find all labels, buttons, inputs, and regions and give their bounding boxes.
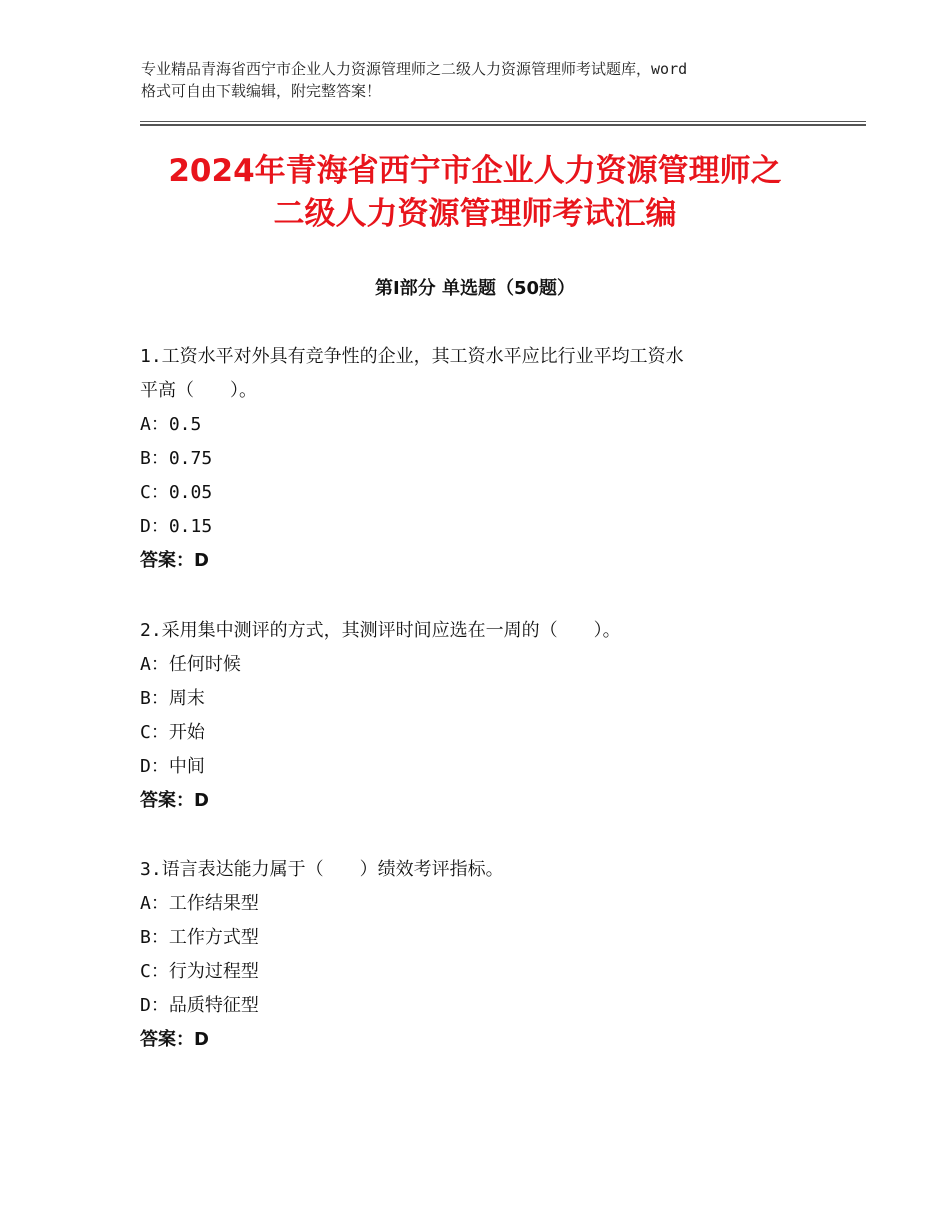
- option-c: C：开始: [140, 722, 205, 743]
- question-stem: 1.工资水平对外具有竞争性的企业，其工资水平应比行业平均工资水: [140, 346, 684, 367]
- answer-label: 答案：D: [140, 790, 209, 811]
- header-divider-thin: [140, 121, 866, 122]
- option-a: A：0.5: [140, 414, 202, 435]
- question-stem: 平高（ ）。: [140, 380, 257, 401]
- document-title-line-2: 二级人力资源管理师考试汇编: [273, 196, 677, 232]
- option-d: D：中间: [140, 756, 205, 777]
- question-stem: 3.语言表达能力属于（ ）绩效考评指标。: [140, 859, 504, 880]
- option-c: C：行为过程型: [140, 961, 259, 982]
- header-note-line-1: 专业精品青海省西宁市企业人力资源管理师之二级人力资源管理师考试题库，word: [141, 60, 688, 78]
- option-a: A：工作结果型: [140, 893, 259, 914]
- question-stem: 2.采用集中测评的方式，其测评时间应选在一周的（ ）。: [140, 620, 621, 641]
- option-b: B：周末: [140, 688, 205, 709]
- option-b: B：工作方式型: [140, 927, 259, 948]
- header-note: [141, 58, 841, 102]
- section-title: 第Ⅰ部分 单选题（50题）: [374, 278, 575, 299]
- question-2: [140, 614, 820, 818]
- question-3: [140, 853, 820, 1057]
- question-1: [140, 340, 820, 578]
- answer-label: 答案：D: [140, 550, 209, 571]
- answer-label: 答案：D: [140, 1029, 209, 1050]
- document-title: [100, 150, 850, 236]
- option-c: C：0.05: [140, 482, 213, 503]
- option-d: D：品质特征型: [140, 995, 259, 1016]
- document-title-line-1: 2024年青海省西宁市企业人力资源管理师之: [168, 153, 782, 189]
- header-divider-thick: [140, 124, 866, 126]
- option-b: B：0.75: [140, 448, 213, 469]
- option-d: D：0.15: [140, 516, 213, 537]
- header-note-line-2: 格式可自由下载编辑，附完整答案！: [141, 82, 382, 100]
- option-a: A：任何时候: [140, 654, 241, 675]
